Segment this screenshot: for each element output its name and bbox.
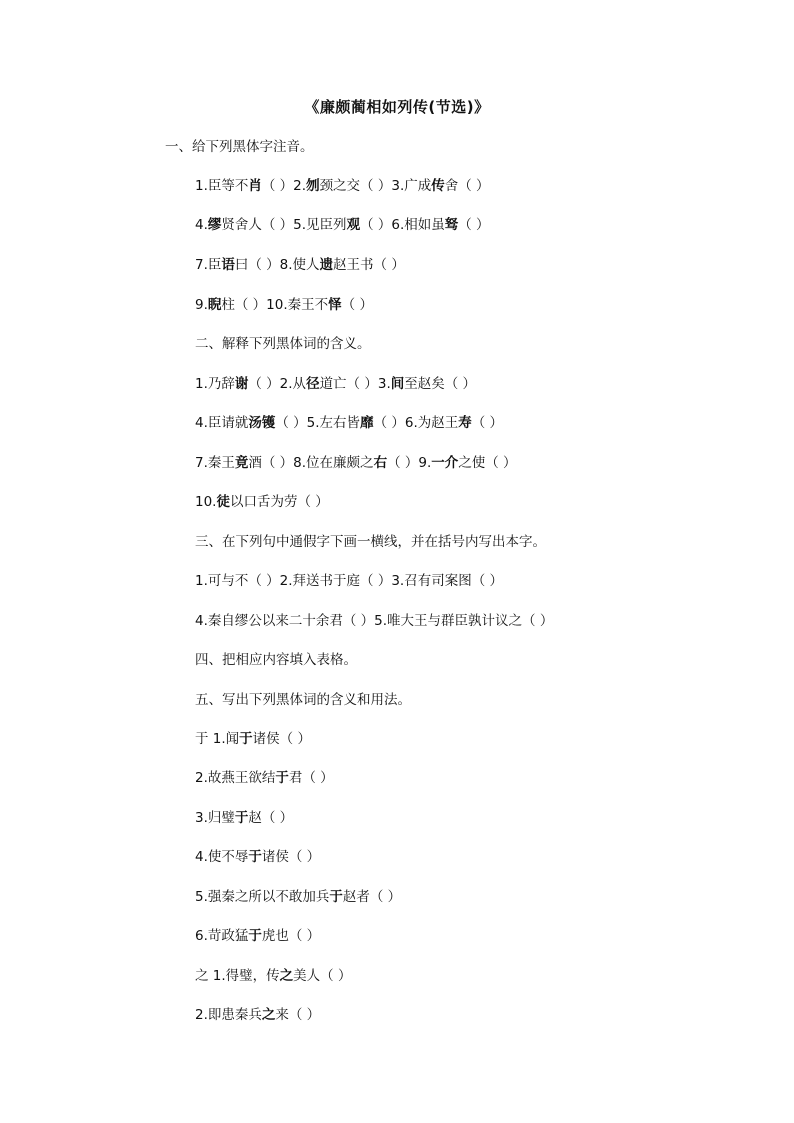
bold-term: 径 xyxy=(306,376,320,392)
bold-term: 观 xyxy=(346,217,361,233)
question-line xyxy=(195,729,311,749)
line-text: 1.可与不（ ）2.拜送书于庭（ ）3.召有司案图（ ） xyxy=(195,573,504,589)
bold-term: 于 xyxy=(329,889,343,905)
line-text: 颈之交（ ）3.广成 xyxy=(319,178,432,194)
question-line xyxy=(195,887,401,907)
bold-term: 睨 xyxy=(207,297,222,313)
bold-term: 之 xyxy=(261,1007,276,1023)
bold-term: 于 xyxy=(275,770,289,786)
line-text: 曰（ ）8.使人 xyxy=(234,257,320,273)
line-text: 舍（ ） xyxy=(444,178,490,194)
line-text: （ ） xyxy=(341,297,373,313)
line-text: （ ）2. xyxy=(261,178,307,194)
question-line xyxy=(195,847,320,867)
bold-term: 于 xyxy=(248,849,262,865)
line-text: 五、写出下列黑体词的含义和用法。 xyxy=(195,692,411,708)
line-text: 虎也（ ） xyxy=(261,928,321,944)
question-line xyxy=(195,611,553,631)
line-text: 2.故燕王欲结 xyxy=(195,770,276,786)
bold-term: 肖 xyxy=(248,178,262,194)
line-text: 4. xyxy=(195,217,208,233)
line-text: （ ）9. xyxy=(387,455,432,471)
line-text: 之 1.得璧，传 xyxy=(195,968,280,984)
line-text: 1.臣等不 xyxy=(195,178,249,194)
line-text: 君（ ） xyxy=(288,770,334,786)
question-line xyxy=(195,966,351,986)
bold-term: 传 xyxy=(431,178,445,194)
bold-term: 缪 xyxy=(207,217,222,233)
line-text: 7.秦王 xyxy=(195,455,235,471)
line-text: （ ）6.为赵王 xyxy=(373,415,459,431)
line-text: 酒（ ）8.位在廉颇之 xyxy=(248,455,374,471)
question-line xyxy=(195,808,293,828)
bold-term: 于 xyxy=(234,810,249,826)
question-line xyxy=(195,768,334,788)
bold-term: 遗 xyxy=(319,257,334,273)
bold-term: 一介 xyxy=(431,455,459,471)
line-text: 9. xyxy=(195,297,208,313)
section-3-heading xyxy=(195,532,546,552)
line-text: 诸侯（ ） xyxy=(261,849,321,865)
section-5-heading xyxy=(195,690,411,710)
bold-term: 语 xyxy=(221,257,235,273)
line-text: 赵（ ） xyxy=(248,810,294,826)
line-text: 贤舍人（ ）5.见臣列 xyxy=(221,217,347,233)
bold-term: 寿 xyxy=(458,415,472,431)
question-line xyxy=(195,255,405,275)
question-line xyxy=(195,176,490,196)
line-text: 7.臣 xyxy=(195,257,222,273)
bold-term: 怿 xyxy=(328,297,342,313)
question-line xyxy=(195,492,329,512)
line-text: 美人（ ） xyxy=(293,968,352,984)
question-line xyxy=(195,295,373,315)
line-text: 一、给下列黑体字注音。 xyxy=(165,139,314,155)
question-line xyxy=(195,571,503,591)
line-text: 2.即患秦兵 xyxy=(195,1007,262,1023)
line-text: 至赵矣（ ） xyxy=(404,376,477,392)
question-line xyxy=(195,374,476,394)
line-text: 于 1.闻 xyxy=(195,731,240,747)
document-title: 《廉颇蔺相如列传(节选)》 xyxy=(304,98,490,116)
line-text: 诸侯（ ） xyxy=(252,731,311,747)
line-text: 4.使不辱 xyxy=(195,849,249,865)
line-text: 1.乃辞 xyxy=(195,376,235,392)
bold-term: 间 xyxy=(390,376,405,392)
bold-term: 靡 xyxy=(360,415,374,431)
bold-term: 于 xyxy=(239,731,253,747)
bold-term: 驽 xyxy=(444,217,459,233)
question-line xyxy=(195,453,517,473)
bold-term: 谢 xyxy=(234,376,249,392)
bold-term: 汤镬 xyxy=(248,415,276,431)
line-text: 柱（ ）10.秦王不 xyxy=(221,297,329,313)
line-text: 四、把相应内容填入表格。 xyxy=(195,652,357,668)
bold-term: 刎 xyxy=(306,178,320,194)
question-line xyxy=(195,413,503,433)
line-text: （ ）5.左右皆 xyxy=(275,415,361,431)
section-4-heading xyxy=(195,650,357,670)
line-text: 来（ ） xyxy=(275,1007,321,1023)
section-1-heading xyxy=(165,137,314,157)
question-line xyxy=(195,215,490,235)
line-text: （ ） xyxy=(458,217,490,233)
question-line xyxy=(195,1005,320,1025)
line-text: 5.强秦之所以不敢加兵 xyxy=(195,889,330,905)
line-text: 三、在下列句中通假字下画一横线，并在括号内写出本字。 xyxy=(195,534,546,550)
line-text: 4.秦自缪公以来二十余君（ ）5.唯大王与群臣孰计议之（ ） xyxy=(195,613,554,629)
line-text: 赵者（ ） xyxy=(342,889,402,905)
question-line xyxy=(195,926,320,946)
line-text: 10. xyxy=(195,494,217,510)
bold-term: 竟 xyxy=(234,455,249,471)
bold-term: 右 xyxy=(373,455,388,471)
line-text: 赵王书（ ） xyxy=(333,257,405,273)
line-text: （ ）6.相如虽 xyxy=(360,217,445,233)
bold-term: 徒 xyxy=(216,494,230,510)
line-text: 二、解释下列黑体词的含义。 xyxy=(195,336,371,352)
line-text: 6.苛政猛 xyxy=(195,928,249,944)
line-text: 3.归璧 xyxy=(195,810,235,826)
line-text: 4.臣请就 xyxy=(195,415,249,431)
section-2-heading xyxy=(195,334,371,354)
line-text: （ ） xyxy=(471,415,504,431)
bold-term: 于 xyxy=(248,928,262,944)
line-text: 道亡（ ）3. xyxy=(319,376,391,392)
line-text: 之使（ ） xyxy=(458,455,517,471)
line-text: （ ）2.从 xyxy=(248,376,307,392)
line-text: 以口舌为劳（ ） xyxy=(229,494,329,510)
bold-term: 之 xyxy=(279,968,294,984)
